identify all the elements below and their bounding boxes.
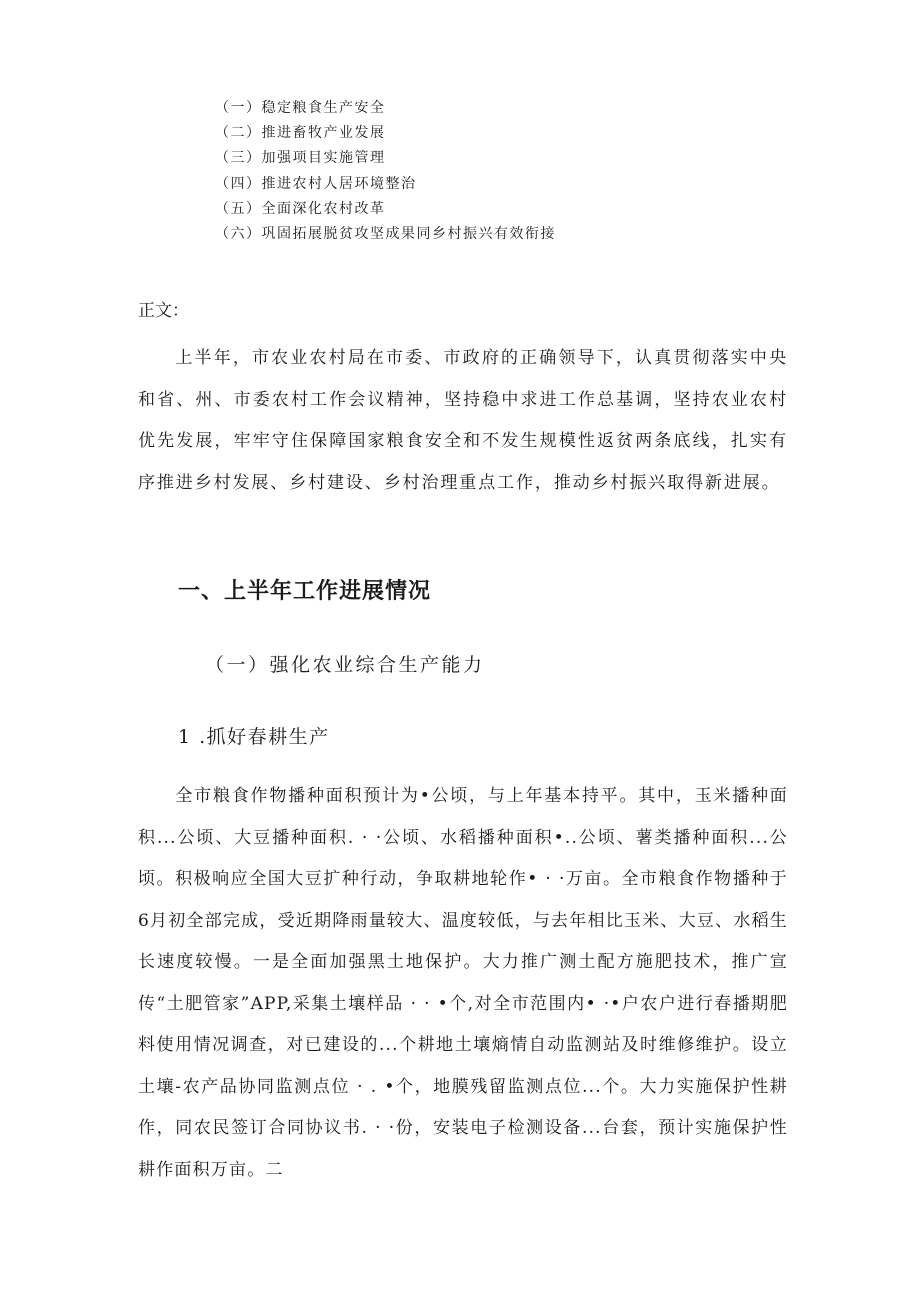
toc-item-1: （一）稳定粮食生产安全 xyxy=(215,100,386,116)
item-heading: 1 .抓好春耕生产 xyxy=(178,726,330,748)
table-of-contents xyxy=(215,96,556,247)
toc-item-5: （五）全面深化农村改革 xyxy=(215,200,386,217)
body-paragraph: 全市粮食作物播种面积预计为•公顷，与上年基本持平。其中，玉米播种面积...公顷、大豆播种面积. · ·公顷、水稻播种面积•..公顷、薯类播种面积...公顷。积极响应全国大豆扩种行动，争取耕地轮作• · ·万亩。全市粮食作物播种于6月初全部完成，受近期降雨量较大、温度较低，与去年相比玉米、大豆、水稻生长速度较慢。一是全面加强黑土地保护。大力推广测土配方施肥技术，推广宣传“土肥管家”APP,采集土壤样品 · · •个,对全市范围内• ·•户农户进行春播期肥料使用情况调查，对已建设的...个耕地土壤熵情自动监测站及时维修维护。设立土壤-农产品协同监测点位 · . •个，地膜残留监测点位...个。大力实施保护性耕作，同农民签订合同协议书. · ·份，安装电子检测设备...台套，预计实施保护性耕作面积万亩。二 xyxy=(138,786,788,1180)
toc-item-6: （六）巩固拓展脱贫攻坚成果同乡村振兴有效衔接 xyxy=(215,226,556,243)
toc-item-3: （三）加强项目实施管理 xyxy=(215,150,386,167)
intro-paragraph: 上半年，市农业农村局在市委、市政府的正确领导下，认真贯彻落实中央和省、州、市委农村工作会议精神，坚持稳中求进工作总基调，坚持农业农村优先发展，牢牢守住保障国家粮食安全和不发生规模性返贫两条底线，扎实有序推进乡村发展、乡村建设、乡村治理重点工作，推动乡村振兴取得新进展。 xyxy=(138,348,788,493)
toc-item-4: （四）推进农村人居环境整治 xyxy=(215,175,417,192)
toc-item-2: （二）推进畜牧产业发展 xyxy=(215,125,386,142)
section-heading: 一、上半年工作进展情况 xyxy=(178,579,432,604)
subsection-heading: （一）强化农业综合生产能力 xyxy=(205,654,485,676)
body-label: 正文： xyxy=(138,301,189,321)
